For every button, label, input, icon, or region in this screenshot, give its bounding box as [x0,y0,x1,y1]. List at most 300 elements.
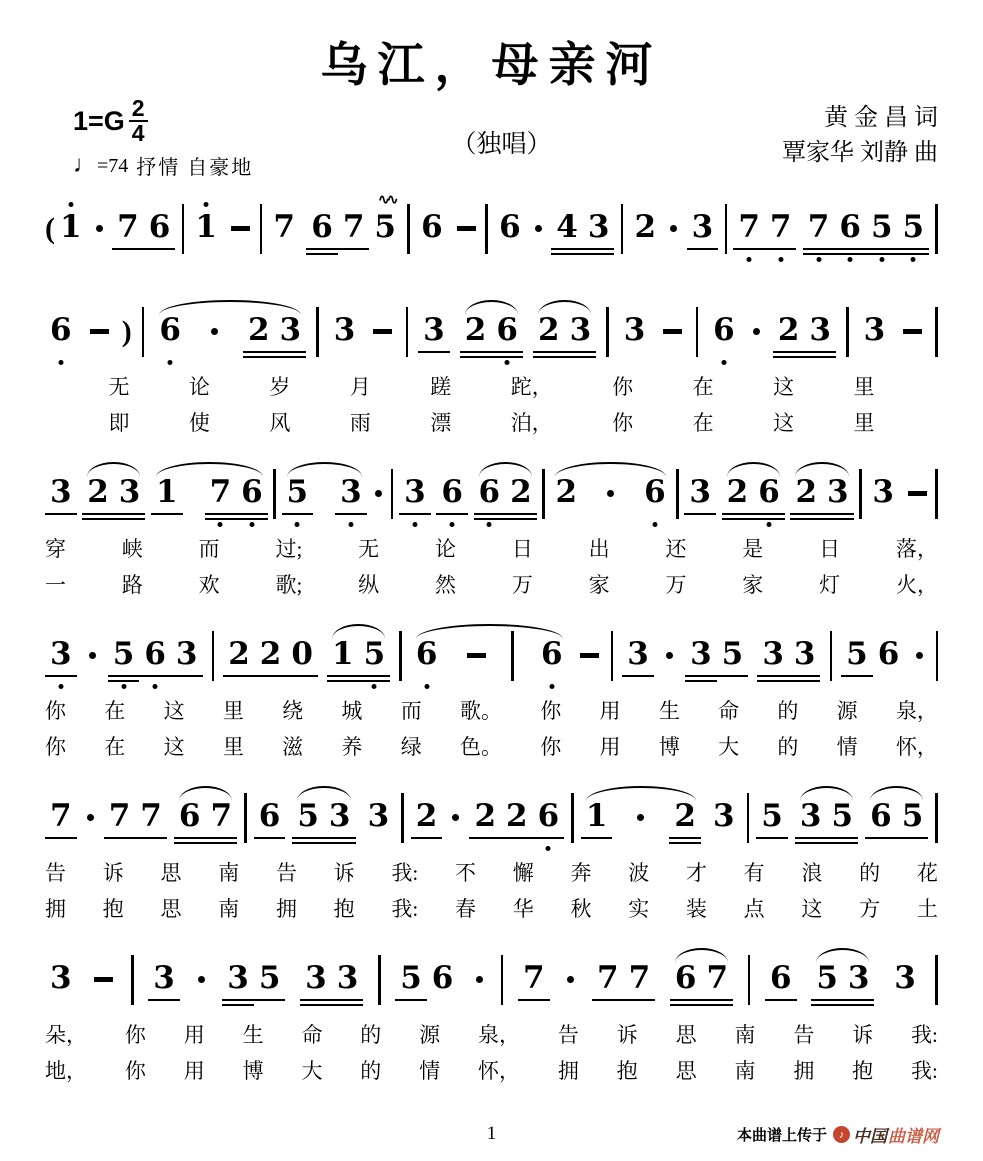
lyric-syllable: 的 [360,1023,382,1047]
note-group [391,469,394,519]
underline [803,248,835,251]
note-digit: 2 [259,636,282,672]
lyric-syllable: 这 [773,411,795,435]
note [624,945,656,1014]
note-group [846,307,849,357]
note-group [273,469,276,519]
note-digit: 2 [247,312,270,348]
lyric-syllable: 在 [104,735,126,759]
note-digit: 5 [816,960,838,996]
duration-dash [467,653,486,658]
note-digit: 3 [423,312,445,348]
lyric-syllable: 然 [434,573,456,597]
note [275,297,307,366]
underline [436,513,468,516]
note-group [363,783,395,852]
underline [82,513,114,516]
note-digit: 6 [478,474,501,510]
note [795,783,827,852]
octave-dot-low [295,522,300,527]
underline [789,680,821,683]
note-digit: 3 [328,798,351,834]
note [717,621,749,690]
underline [335,513,367,516]
note-group [663,652,676,659]
underline [338,248,370,251]
barline [747,793,750,843]
lyric-syllable: 生 [242,1023,264,1047]
note-digit: 6 [311,209,333,245]
note-digit: 3 [367,798,390,834]
note-group [795,783,858,852]
underline [685,680,717,683]
lyric-syllable: 出 [588,537,610,561]
lyric-syllable: 日 [511,537,533,561]
underline [866,248,898,251]
note-digit: 3 [827,474,849,510]
lyric-syllable: 落， [895,537,938,561]
underline [670,999,702,1002]
note-digit: 3 [175,636,198,672]
underline [533,356,565,359]
note-group [378,955,381,1005]
note-group [372,490,385,497]
note-group [542,469,545,519]
note-group [182,204,185,254]
lyric-syllable: 告 [275,861,297,885]
slur-arc [474,459,537,528]
note-group [131,955,134,1005]
lyric-syllable: 抱 [333,897,355,921]
underline [505,513,537,516]
underline [236,513,268,516]
lyric-syllable: 用 [183,1023,205,1047]
lyric-syllable: 你 [540,735,562,759]
note-group [687,194,719,263]
underline [756,837,788,840]
barline [748,955,751,1005]
note-digit: 3 [809,312,831,348]
slur-arc [795,783,858,852]
slur-arc [174,783,237,852]
slur-arc [292,783,355,852]
lyric-syllable: 泉， [478,1023,521,1047]
octave-dot-low [816,257,821,262]
lyric-syllable: 雨 [349,411,371,435]
lyric-syllable: 万 [511,573,533,597]
note [332,945,364,1014]
note [889,945,921,1014]
duration-dash [663,329,682,334]
slur-arc [722,459,785,528]
note-group [511,631,514,681]
underline [222,1004,254,1007]
note [306,194,338,263]
note-digit: 5 [870,209,893,245]
lyric-syllable: 秋 [570,897,592,921]
note [722,459,754,528]
note [859,297,891,366]
lyric-syllable: 绿 [400,735,422,759]
key-label: 1=G [73,105,125,136]
note [873,621,905,690]
note [565,297,597,366]
tempo-line [73,151,315,180]
note-group [935,204,938,254]
note-group [91,977,116,982]
note [190,194,222,263]
note-group [436,459,468,528]
lyric-syllable: 我: [911,1059,938,1083]
barline [571,793,574,843]
note-group [611,631,614,681]
octave-dot-low [249,522,254,527]
note-digit: 1 [156,474,178,510]
note [144,194,176,263]
subtitle: （独唱） [451,130,552,158]
barline [316,307,319,357]
note-digit: 7 [210,798,233,834]
note-group [243,297,306,366]
underline [518,999,550,1002]
lyric-syllable: 你 [124,1059,146,1083]
note-group [469,783,564,852]
note-group [803,194,929,263]
note [286,621,318,690]
octave-dot-low [767,522,772,527]
lyrics-row-2 [45,407,938,438]
note-digit: 3 [587,209,610,245]
lyric-syllable: 歌。 [459,699,502,723]
underline [151,513,183,516]
note-digit: 3 [118,474,141,510]
underline [501,837,533,840]
note [491,297,523,366]
note-group [935,307,938,357]
tempo-value: =74 [97,155,129,177]
underline [773,351,805,354]
note-group [660,329,685,334]
underline [826,837,858,840]
barline [830,631,833,681]
note-group [300,945,363,1014]
note-digit: 3 [340,474,362,510]
lyrics-row-2 [45,893,938,924]
note-group [244,793,247,843]
underline [583,253,615,256]
lyric-syllable: 你 [45,699,66,723]
note [135,783,167,852]
underline [565,351,597,354]
lyric-syllable: 怀， [478,1059,521,1083]
note-digit: 5 [761,798,783,834]
underline [324,842,356,845]
slur-arc [82,459,145,528]
lyric-syllable: 歌; [275,573,303,597]
underline [669,837,701,840]
note-digit: 6 [50,312,72,348]
underline [411,837,443,840]
note-digit: 4 [556,209,578,245]
augmentation-dot [452,814,459,821]
augmentation-dot [96,225,103,232]
lyric-syllable: 点 [743,897,765,921]
lyric-syllable: 这 [163,699,185,723]
underline [222,999,254,1002]
slur-arc [460,297,523,366]
note-group [550,459,582,528]
underline [135,837,167,840]
note [151,459,183,528]
note-digit: 1 [60,209,82,245]
note [834,194,866,263]
octave-dot-high [204,202,209,207]
note-group [859,297,891,366]
duration-dash [94,977,113,982]
lyric-syllable: 而 [400,699,422,723]
note-group [45,297,77,366]
note-group [696,307,699,357]
note-digit: 2 [726,474,749,510]
note-group [532,225,545,232]
note [292,783,324,852]
note-digit: 2 [510,474,532,510]
note-group [936,631,939,681]
note-digit: 5 [400,960,422,996]
lyric-syllable: 实 [628,897,650,921]
note-group [564,976,577,983]
note-group [606,307,609,357]
note-digit: 3 [799,798,822,834]
site-watermark [737,1122,939,1147]
note-digit: 2 [555,474,578,510]
site-logo-icon: ♪ [833,1126,850,1143]
note [684,459,716,528]
lyric-syllable: 我: [391,861,419,885]
note-group [622,621,654,690]
note-digit: 3 [627,636,649,672]
note-group [748,955,751,1005]
lyrics-row-1 [45,1019,938,1050]
note-group [757,621,820,690]
note-digit: 3 [153,960,175,996]
underline [306,253,338,256]
underline [491,356,523,359]
lyric-syllable: 方 [859,897,881,921]
underline [395,999,427,1002]
lyric-syllable: 波 [628,861,650,885]
lyric-syllable: 南 [734,1023,756,1047]
note-digit: 6 [537,798,560,834]
underline [306,248,338,251]
note-digit: 3 [569,312,592,348]
barline [935,955,938,1005]
lyric-syllable: 朵， [45,1023,87,1047]
barline [936,631,939,681]
note [708,297,740,366]
note-digit: 2 [795,474,818,510]
underline [834,253,866,256]
note [790,459,822,528]
slur-arc [327,621,390,690]
note-digit: 6 [241,474,263,510]
lyric-syllable: 养 [341,735,363,759]
note-digit: 3 [404,474,426,510]
underline [108,680,140,683]
note-digit: 6 [839,209,861,245]
note [154,297,186,366]
barline [935,204,938,254]
lyric-syllable: 岁 [269,375,291,399]
tie-paren: ( [45,211,55,245]
note-digit: 3 [691,209,714,245]
note-group [45,194,87,263]
note-digit: 3 [847,960,870,996]
lyric-syllable: 南 [734,1059,756,1083]
note [205,459,237,528]
underline [753,518,785,521]
note-digit: 7 [342,209,365,245]
lyric-syllable: 的 [777,699,799,723]
note [773,297,805,366]
underline [114,513,146,516]
note-digit: 7 [50,798,72,834]
note-group [87,329,112,334]
site-logo [833,1122,939,1147]
note [551,194,583,263]
lyric-syllable: 里 [222,735,244,759]
barline [407,204,410,254]
note-digit: 7 [273,209,295,245]
underline [206,837,238,840]
note-digit: 5 [901,798,924,834]
duration-dash [90,329,109,334]
note-group [205,459,268,528]
note-group [399,631,402,681]
note [897,783,929,852]
duration-dash [457,226,476,231]
barline [212,631,215,681]
lyrics-row-2 [45,731,938,762]
underline [460,356,492,359]
barline [859,469,862,519]
underline [332,1004,364,1007]
note-group [228,226,253,231]
augmentation-dot [666,652,673,659]
underline [765,999,797,1002]
octave-dot-low [372,684,377,689]
underline [811,1004,843,1007]
note [148,945,180,1014]
note-group [551,194,614,263]
augmentation-dot [607,490,614,497]
lyric-syllable: 思 [160,897,182,921]
duration-dash [903,329,922,334]
note-group [669,783,701,852]
lyric-syllable: 源 [836,699,858,723]
note-group [841,621,904,690]
note-digit: 3 [762,636,784,672]
note-group [93,225,106,232]
note [411,783,443,852]
note [733,194,765,263]
lyric-syllable: 泊， [510,411,553,435]
octave-dot-low [348,522,353,527]
note [363,783,395,852]
lyric-syllable: 滋 [282,735,304,759]
lyric-syllable: 论 [188,375,210,399]
note-group [416,194,448,263]
note-digit: 3 [863,312,886,348]
music-system [45,459,938,600]
lyric-syllable: 即 [108,411,130,435]
note-group [212,631,215,681]
lyric-syllable: 月 [349,375,371,399]
note-digit: 1 [195,209,217,245]
underline [205,518,237,521]
note-digit: 6 [644,474,666,510]
note-digit: 2 [634,209,657,245]
underline [45,675,77,678]
underline [670,1004,702,1007]
note-group [222,945,285,1014]
underline [773,356,805,359]
note-group [629,194,661,263]
lyric-syllable: 情 [836,735,858,759]
note [898,194,930,263]
barline [399,631,402,681]
note-digit: 6 [713,312,735,348]
octave-dot-low [911,257,916,262]
underline [811,999,843,1002]
octave-dot-low [546,846,551,851]
note-digit: 7 [117,209,139,245]
note-group [449,814,462,821]
underline [757,680,789,683]
duration-dash [908,491,927,496]
note [803,194,835,263]
note [866,194,898,263]
underline [581,837,613,840]
underline [834,248,866,251]
note-digit: 5 [297,798,319,834]
lyric-syllable: 浪 [801,861,823,885]
note [533,783,565,852]
note-group [282,459,314,528]
lyric-syllable: 思 [675,1023,697,1047]
underline [324,837,356,840]
note-digit: 6 [499,209,521,245]
trill-icon: ∿∿ [378,193,396,208]
note-digit: 3 [872,474,894,510]
lyric-syllable: 使 [188,411,210,435]
note-digit: 5 [258,960,281,996]
lyric-syllable: 你 [612,411,634,435]
note-group [151,459,183,528]
lyric-syllable: 城 [341,699,363,723]
octave-dot-low [58,360,63,365]
underline [622,675,654,678]
underline [205,513,237,516]
underline [45,837,77,840]
lyric-syllable: 日 [819,537,841,561]
note-group [407,204,410,254]
lyric-syllable: 命 [718,699,740,723]
lyric-syllable: 漂 [430,411,452,435]
note-digit: 6 [159,312,181,348]
note-digit: 3 [305,960,327,996]
note [811,945,843,1014]
